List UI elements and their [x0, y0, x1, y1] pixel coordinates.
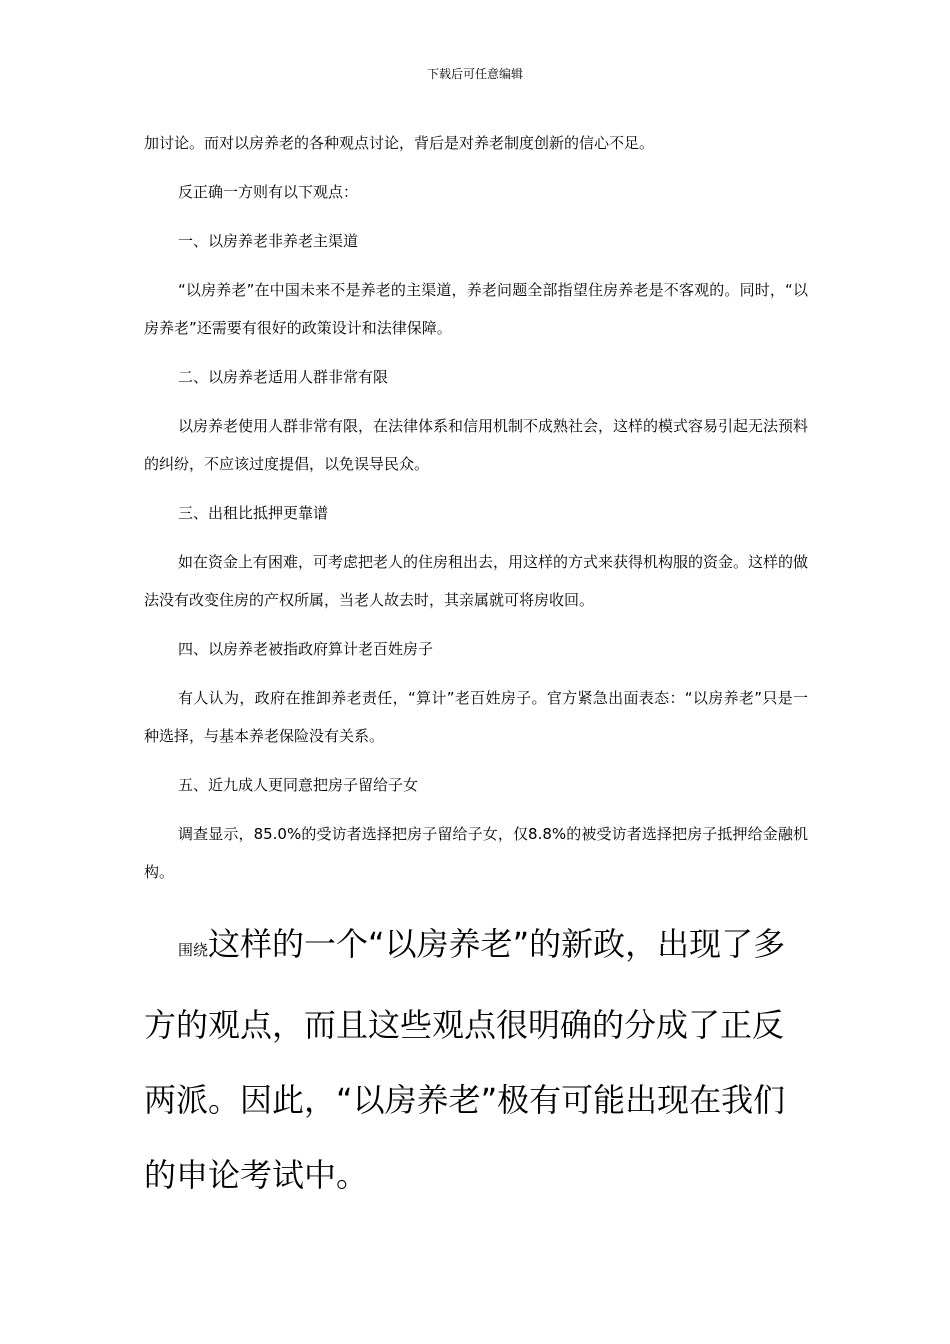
paragraph-point-1: “以房养老”在中国未来不是养老的主渠道，养老问题全部指望住房养老是不客观的。同时，“以房养老”还需要有很好的政策设计和法律保障。 — [144, 281, 808, 337]
paragraph-point-4: 有人认为，政府在推卸养老责任，“算计”老百姓房子。官方紧急出面表态：“以房养老”只是一种选择，与基本养老保险没有关系。 — [144, 689, 808, 745]
heading-point-4: 四、以房养老被指政府算计老百姓房子 — [178, 640, 434, 658]
heading-point-5: 五、近九成人更同意把房子留给子女 — [178, 776, 419, 794]
closing-text: 这样的一个“以房养老”的新政，出现了多方的观点，而且这些观点很明确的分成了正反两派。因此，“以房养老”极有可能出现在我们的申论考试中。 — [144, 925, 786, 1194]
paragraph-continuation: 加讨论。而对以房养老的各种观点讨论，背后是对养老制度创新的信心不足。 — [144, 134, 655, 152]
heading-point-2: 二、以房养老适用人群非常有限 — [178, 368, 389, 386]
document-body — [144, 124, 808, 1245]
paragraph-point-5: 调查显示，85.0%的受访者选择把房子留给子女，仅8.8%的被受访者选择把房子抵押给金融机构。 — [144, 825, 808, 881]
heading-point-3: 三、出租比抵押更靠谱 — [178, 504, 329, 522]
paragraph-intro: 反正确一方则有以下观点： — [178, 183, 359, 201]
paragraph-point-2: 以房养老使用人群非常有限，在法律体系和信用机制不成熟社会，这样的模式容易引起无法预料的纠纷，不应该过度提倡，以免误导民众。 — [144, 417, 809, 473]
closing-lead-word: 围绕 — [178, 941, 209, 959]
paragraph-point-3: 如在资金上有困难，可考虑把老人的住房租出去，用这样的方式来获得机构服的资金。这样的做法没有改变住房的产权所属，当老人故去时，其亲属就可将房收回。 — [144, 553, 809, 609]
heading-point-1: 一、以房养老非养老主渠道 — [178, 232, 359, 250]
page-header-note: 下载后可任意编辑 — [426, 67, 523, 81]
closing-paragraph — [144, 907, 808, 1213]
